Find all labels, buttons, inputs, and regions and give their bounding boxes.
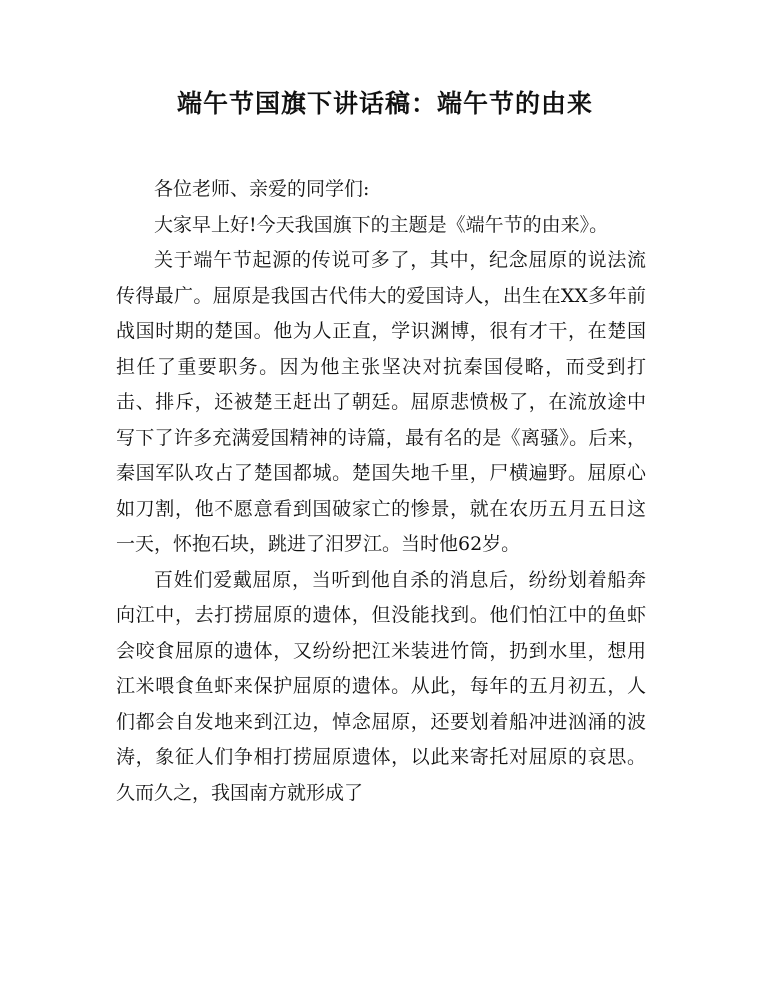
body-paragraph: 百姓们爱戴屈原，当听到他自杀的消息后，纷纷划着船奔向江中，去打捞屈原的遗体，但没能找到。他们怕江中的鱼虾会咬食屈原的遗体，又纷纷把江米装进竹筒，扔到水里，想用江米喂食鱼虾来保护屈原的遗体。从此，每年的五月初五，人们都会自发地来到江边，悼念屈原，还要划着船冲进汹涌的波涛，象征人们争相打捞屈原遗体，以此来寄托对屈原的哀思。久而久之，我国南方就形成了	[116, 568, 646, 804]
body-paragraph: 大家早上好!今天我国旗下的主题是《端午节的由来》。	[154, 213, 609, 236]
document-title: 端午节国旗下讲话稿：端午节的由来	[176, 89, 593, 118]
document-body	[116, 172, 646, 811]
body-paragraph: 关于端午节起源的传说可多了，其中，纪念屈原的说法流传得最广。屈原是我国古代伟大的爱国诗人，出生在XX多年前战国时期的楚国。他为人正直，学识渊博，很有才干，在楚国担任了重要职务。因为他主张坚决对抗秦国侵略，而受到打击、排斥，还被楚王赶出了朝廷。屈原悲愤极了，在流放途中写下了许多充满爱国精神的诗篇，最有名的是《离骚》。后来，秦国军队攻占了楚国都城。楚国失地千里，尸横遍野。屈原心如刀割，他不愿意看到国破家亡的惨景，就在农历五月五日这一天，怀抱石块，跳进了汨罗江。当时他62岁。	[116, 249, 646, 555]
greeting-paragraph: 各位老师、亲爱的同学们:	[154, 178, 370, 200]
